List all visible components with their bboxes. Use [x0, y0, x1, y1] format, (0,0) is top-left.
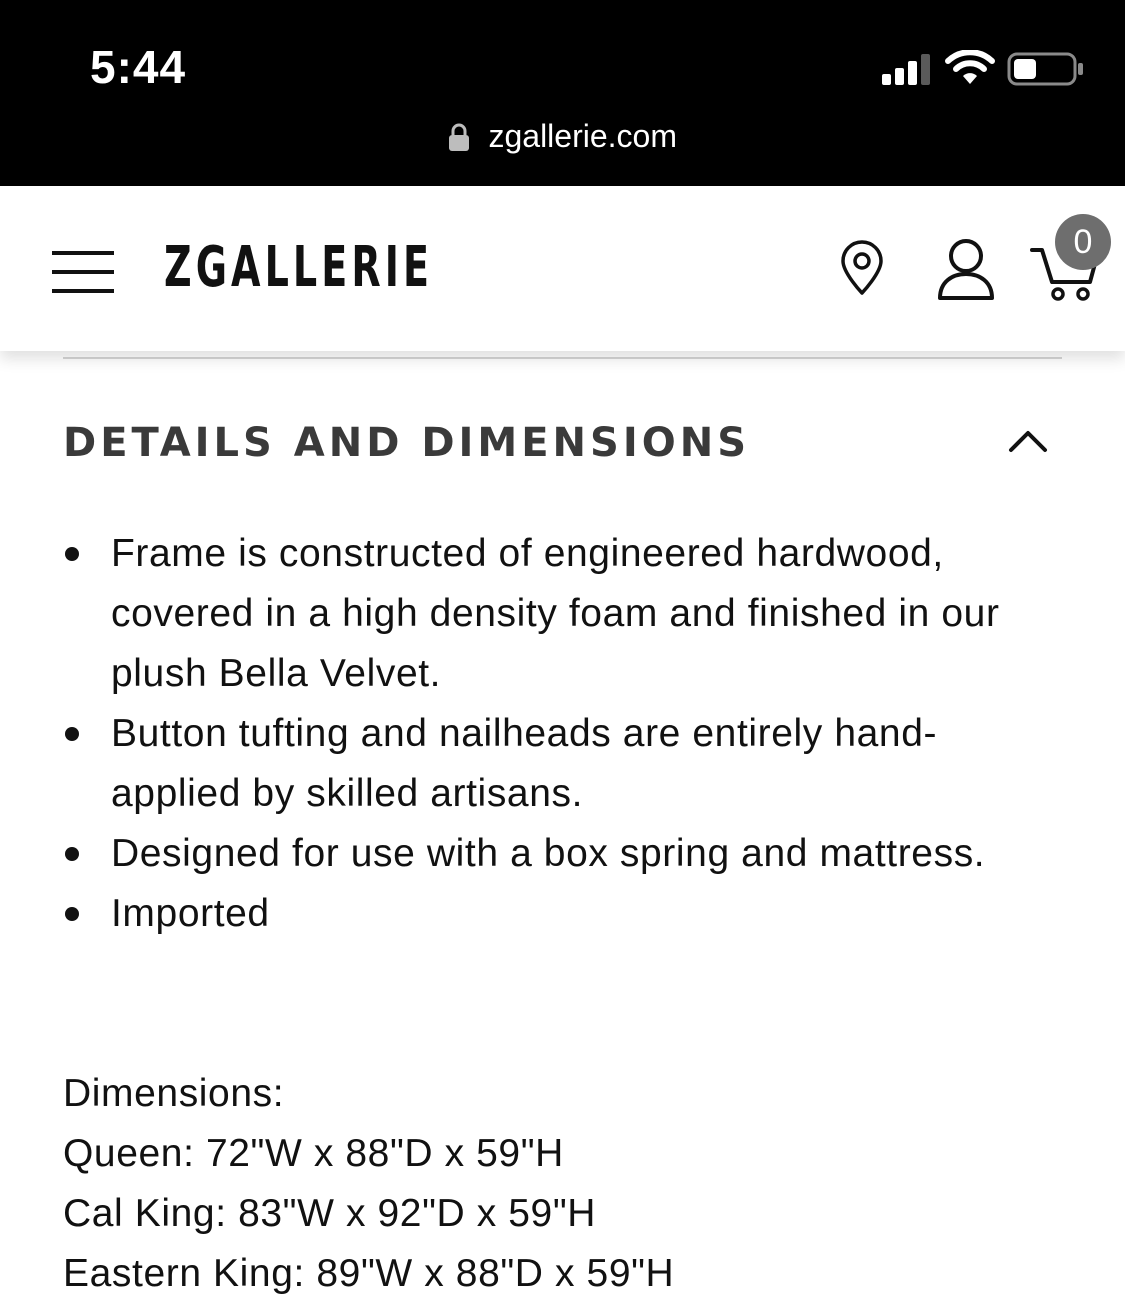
lock-icon [448, 122, 470, 152]
account-icon[interactable] [936, 238, 996, 300]
bullet-icon [65, 547, 79, 561]
site-logo[interactable]: ZGALLERIE [164, 235, 434, 300]
status-bar [0, 0, 1125, 186]
url-bar[interactable] [0, 118, 1125, 164]
hamburger-menu-icon[interactable] [52, 251, 114, 295]
signal-icon [880, 52, 936, 86]
list-item-text: Frame is constructed of engineered hardwood, covered in a high density foam and finished in our plush Bella Velvet. [111, 532, 1000, 695]
cart-count-badge: 0 [1055, 214, 1111, 270]
battery-icon [1007, 51, 1085, 87]
details-list [63, 524, 1053, 944]
dimension-line-queen: Queen: 72"W x 88"D x 59"H [63, 1132, 564, 1175]
list-item [63, 704, 1053, 824]
bullet-icon [65, 907, 79, 921]
status-time: 5:44 [90, 41, 187, 93]
list-item-text: Designed for use with a box spring and mattress. [111, 832, 986, 875]
list-item [63, 884, 1053, 944]
chevron-up-icon[interactable] [1006, 424, 1050, 456]
location-pin-icon[interactable] [838, 240, 886, 296]
bullet-icon [65, 727, 79, 741]
url-text: zgallerie.com [488, 118, 677, 154]
section-title[interactable]: DETAILS AND DIMENSIONS [63, 420, 751, 466]
list-item [63, 524, 1053, 704]
list-item [63, 824, 1053, 884]
dimensions-heading: Dimensions: [63, 1072, 285, 1115]
site-header [0, 186, 1125, 351]
dimension-line-cal-king: Cal King: 83"W x 92"D x 59"H [63, 1192, 597, 1235]
divider [63, 357, 1062, 359]
list-item-text: Imported [111, 892, 270, 935]
bullet-icon [65, 847, 79, 861]
dimensions-block [63, 1064, 1053, 1304]
wifi-icon [944, 50, 996, 86]
list-item-text: Button tufting and nailheads are entirely hand-applied by skilled artisans. [111, 712, 938, 815]
dimension-line-eastern-king: Eastern King: 89"W x 88"D x 59"H [63, 1252, 675, 1295]
